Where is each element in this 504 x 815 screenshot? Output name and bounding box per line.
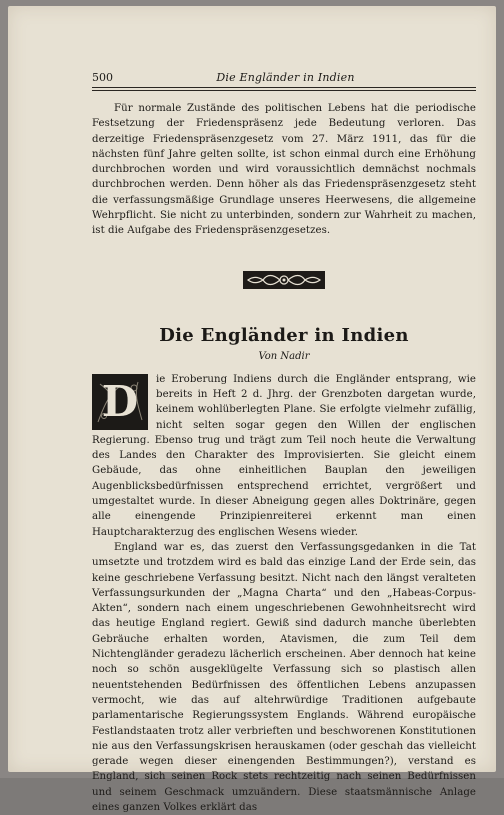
section-ornament — [92, 271, 476, 289]
article-first-paragraph — [92, 372, 476, 540]
page-content — [92, 72, 476, 815]
book-page — [8, 6, 496, 813]
first-paragraph-text: ie Eroberung Indiens durch die Engländer entsprang, wie bereits in Heft 2 d. Jhrg. der Grenzboten dargetan wurde, keinem wohlüberlegten Plane. Sie erfolgte vielmehr zufällig, nicht selten sogar gegen den Willen der englischen Regierung. Ebenso trug und trägt zum Teil noch heute die Verwaltung des Landes den Charakter des Improvisierten. Sie gleicht einem Gebäude, das ohne einheitlichen Bauplan den jeweiligen Augenblicksbedürfnissen entsprechend errichtet, vergrößert und umgestaltet wurde. In dieser Abneigung gegen alles Doktrinäre, gegen alle einengende Prinzipienreiterei erkennt man einen Hauptcharakterzug des englischen Wesens wieder. — [92, 373, 476, 538]
running-header — [92, 72, 476, 88]
article-second-paragraph: England war es, das zuerst den Verfassungsgedanken in die Tat umsetzte und trotzdem wird es bald das einzige Land der Erde sein, das keine geschriebene Verfassung besitzt. Nicht nach den längst veralteten Verfassungsurkunden der „Magna Charta“ und den „Habeas-Corpus-Akten“, sondern nach einem ungeschriebenen Gewohnheitsrecht wird das heutige England regiert. Gewiß sind dadurch manche überlebten Gebräuche erhalten worden, Atavismen, die zum Teil dem Nichtengländer geradezu lächerlich erscheinen. Aber dennoch hat keine noch so schön ausgeklügelte Verfassung sich so plastisch allen neuentstehenden Bedürfnissen des öffentlichen Lebens anzupassen vermocht, wie das auf altehrwürdige Traditionen aufgebaute parlamentarische Regierungssystem Englands. Während europäische Festlandstaaten trotz aller verbrieften und beschworenen Konstitutionen nie aus den Verfassungskrisen herauskamen (oder geschah das vielleicht gerade wegen dieser einengenden Bestimmungen?), verstand es England, sich seinen Rock stets rechtzeitig nach seinen Bedürfnissen und seinem Geschmack umzuändern. Diese staatsmännische Anlage eines ganzen Volkes erklärt das — [92, 541, 476, 813]
illuminated-initial-icon — [92, 374, 148, 430]
floral-ornament-icon — [243, 271, 325, 289]
intro-paragraph: Für normale Zustände des politischen Lebens hat die periodische Festsetzung der Friedenspräsenz jede Bedeutung verloren. Das derzeitige Friedenspräsenzgesetz vom 27. März 1911, das für die nächsten fünf Jahre gelten sollte, ist schon einmal durch eine Erhöhung durchbrochen worden und wird voraussichtlich demnächst nochmals durchbrochen werden. Denn höher als das Friedenspräsenzgesetz steht die verfassungsmäßige Grundlage unseres Heerwesens, die allgemeine Wehrpflicht. Sie nicht zu unterbinden, sondern zur Wahrheit zu machen, ist die Aufgabe des Friedenspräsenzgesetzes. — [92, 103, 476, 237]
article-byline: Von Nadir — [258, 350, 310, 362]
article-title: Die Engländer in Indien — [159, 324, 409, 346]
page-number: 500 — [92, 71, 113, 84]
running-title: Die Engländer in Indien — [216, 71, 355, 84]
drop-cap-letter: D — [101, 377, 139, 427]
header-rule — [92, 88, 476, 91]
